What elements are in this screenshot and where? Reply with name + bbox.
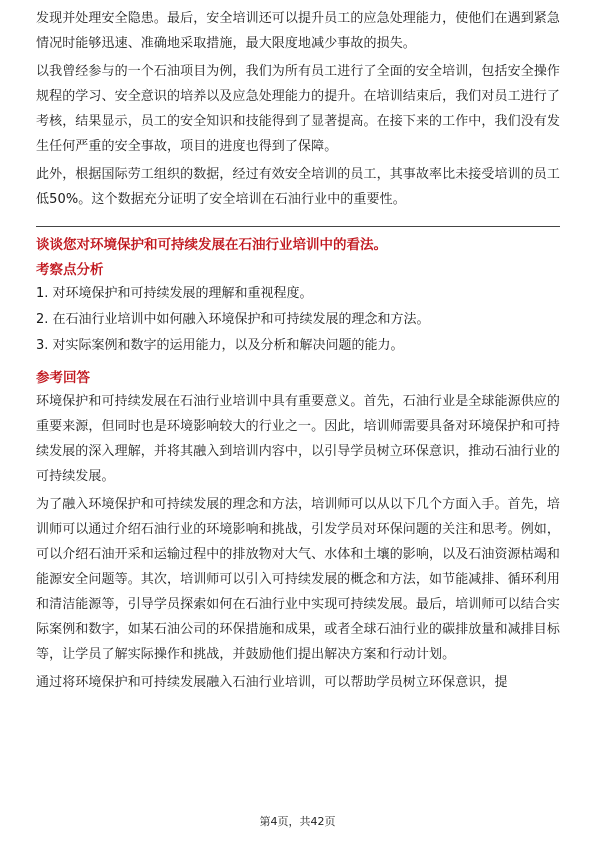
analysis-item: 3. 对实际案例和数字的运用能力，以及分析和解决问题的能力。 <box>36 338 404 353</box>
section-divider <box>36 226 560 227</box>
analysis-item: 1. 对环境保护和可持续发展的理解和重视程度。 <box>36 286 313 301</box>
document-page <box>36 6 560 698</box>
answer-paragraph: 通过将环境保护和可持续发展融入石油行业培训，可以帮助学员树立环保意识，提 <box>36 675 508 690</box>
answer-heading: 参考回答 <box>36 370 90 386</box>
analysis-heading: 考察点分析 <box>36 262 104 278</box>
question-heading: 谈谈您对环境保护和可持续发展在石油行业培训中的看法。 <box>36 237 387 253</box>
answer-paragraph: 环境保护和可持续发展在石油行业培训中具有重要意义。首先，石油行业是全球能源供应的重要来源，但同时也是环境影响较大的行业之一。因此，培训师需要具备对环境保护和可持续发展的深入理解，并将其融入到培训内容中，以引导学员树立环保意识，推动石油行业的可持续发展。 <box>36 394 561 484</box>
body-paragraph: 发现并处理安全隐患。最后，安全培训还可以提升员工的应急处理能力，使他们在遇到紧急情况时能够迅速、准确地采取措施，最大限度地减少事故的损失。 <box>36 11 561 51</box>
body-paragraph: 此外，根据国际劳工组织的数据，经过有效安全培训的员工，其事故率比未接受培训的员工低50%。这个数据充分证明了安全培训在石油行业中的重要性。 <box>36 167 561 207</box>
body-paragraph: 以我曾经参与的一个石油项目为例，我们为所有员工进行了全面的安全培训，包括安全操作规程的学习、安全意识的培养以及应急处理能力的提升。在培训结束后，我们对员工进行了考核，结果显示，员工的安全知识和技能得到了显著提高。在接下来的工作中，我们没有发生任何严重的安全事故，项目的进度也得到了保障。 <box>36 64 561 154</box>
page-footer: 第4页，共42页 <box>259 815 336 828</box>
answer-paragraph: 为了融入环境保护和可持续发展的理念和方法，培训师可以从以下几个方面入手。首先，培训师可以通过介绍石油行业的环境影响和挑战，引发学员对环保问题的关注和思考。例如，可以介绍石油开采和运输过程中的排放物对大气、水体和土壤的影响，以及石油资源枯竭和能源安全问题等。其次，培训师可以引入可持续发展的概念和方法，如节能减排、循环利用和清洁能源等，引导学员探索如何在石油行业中实现可持续发展。最后，培训师可以结合实际案例和数字，如某石油公司的环保措施和成果，或者全球石油行业的碳排放量和减排目标等，让学员了解实际操作和挑战，并鼓励他们提出解决方案和行动计划。 <box>36 497 561 662</box>
analysis-item: 2. 在石油行业培训中如何融入环境保护和可持续发展的理念和方法。 <box>36 312 430 327</box>
